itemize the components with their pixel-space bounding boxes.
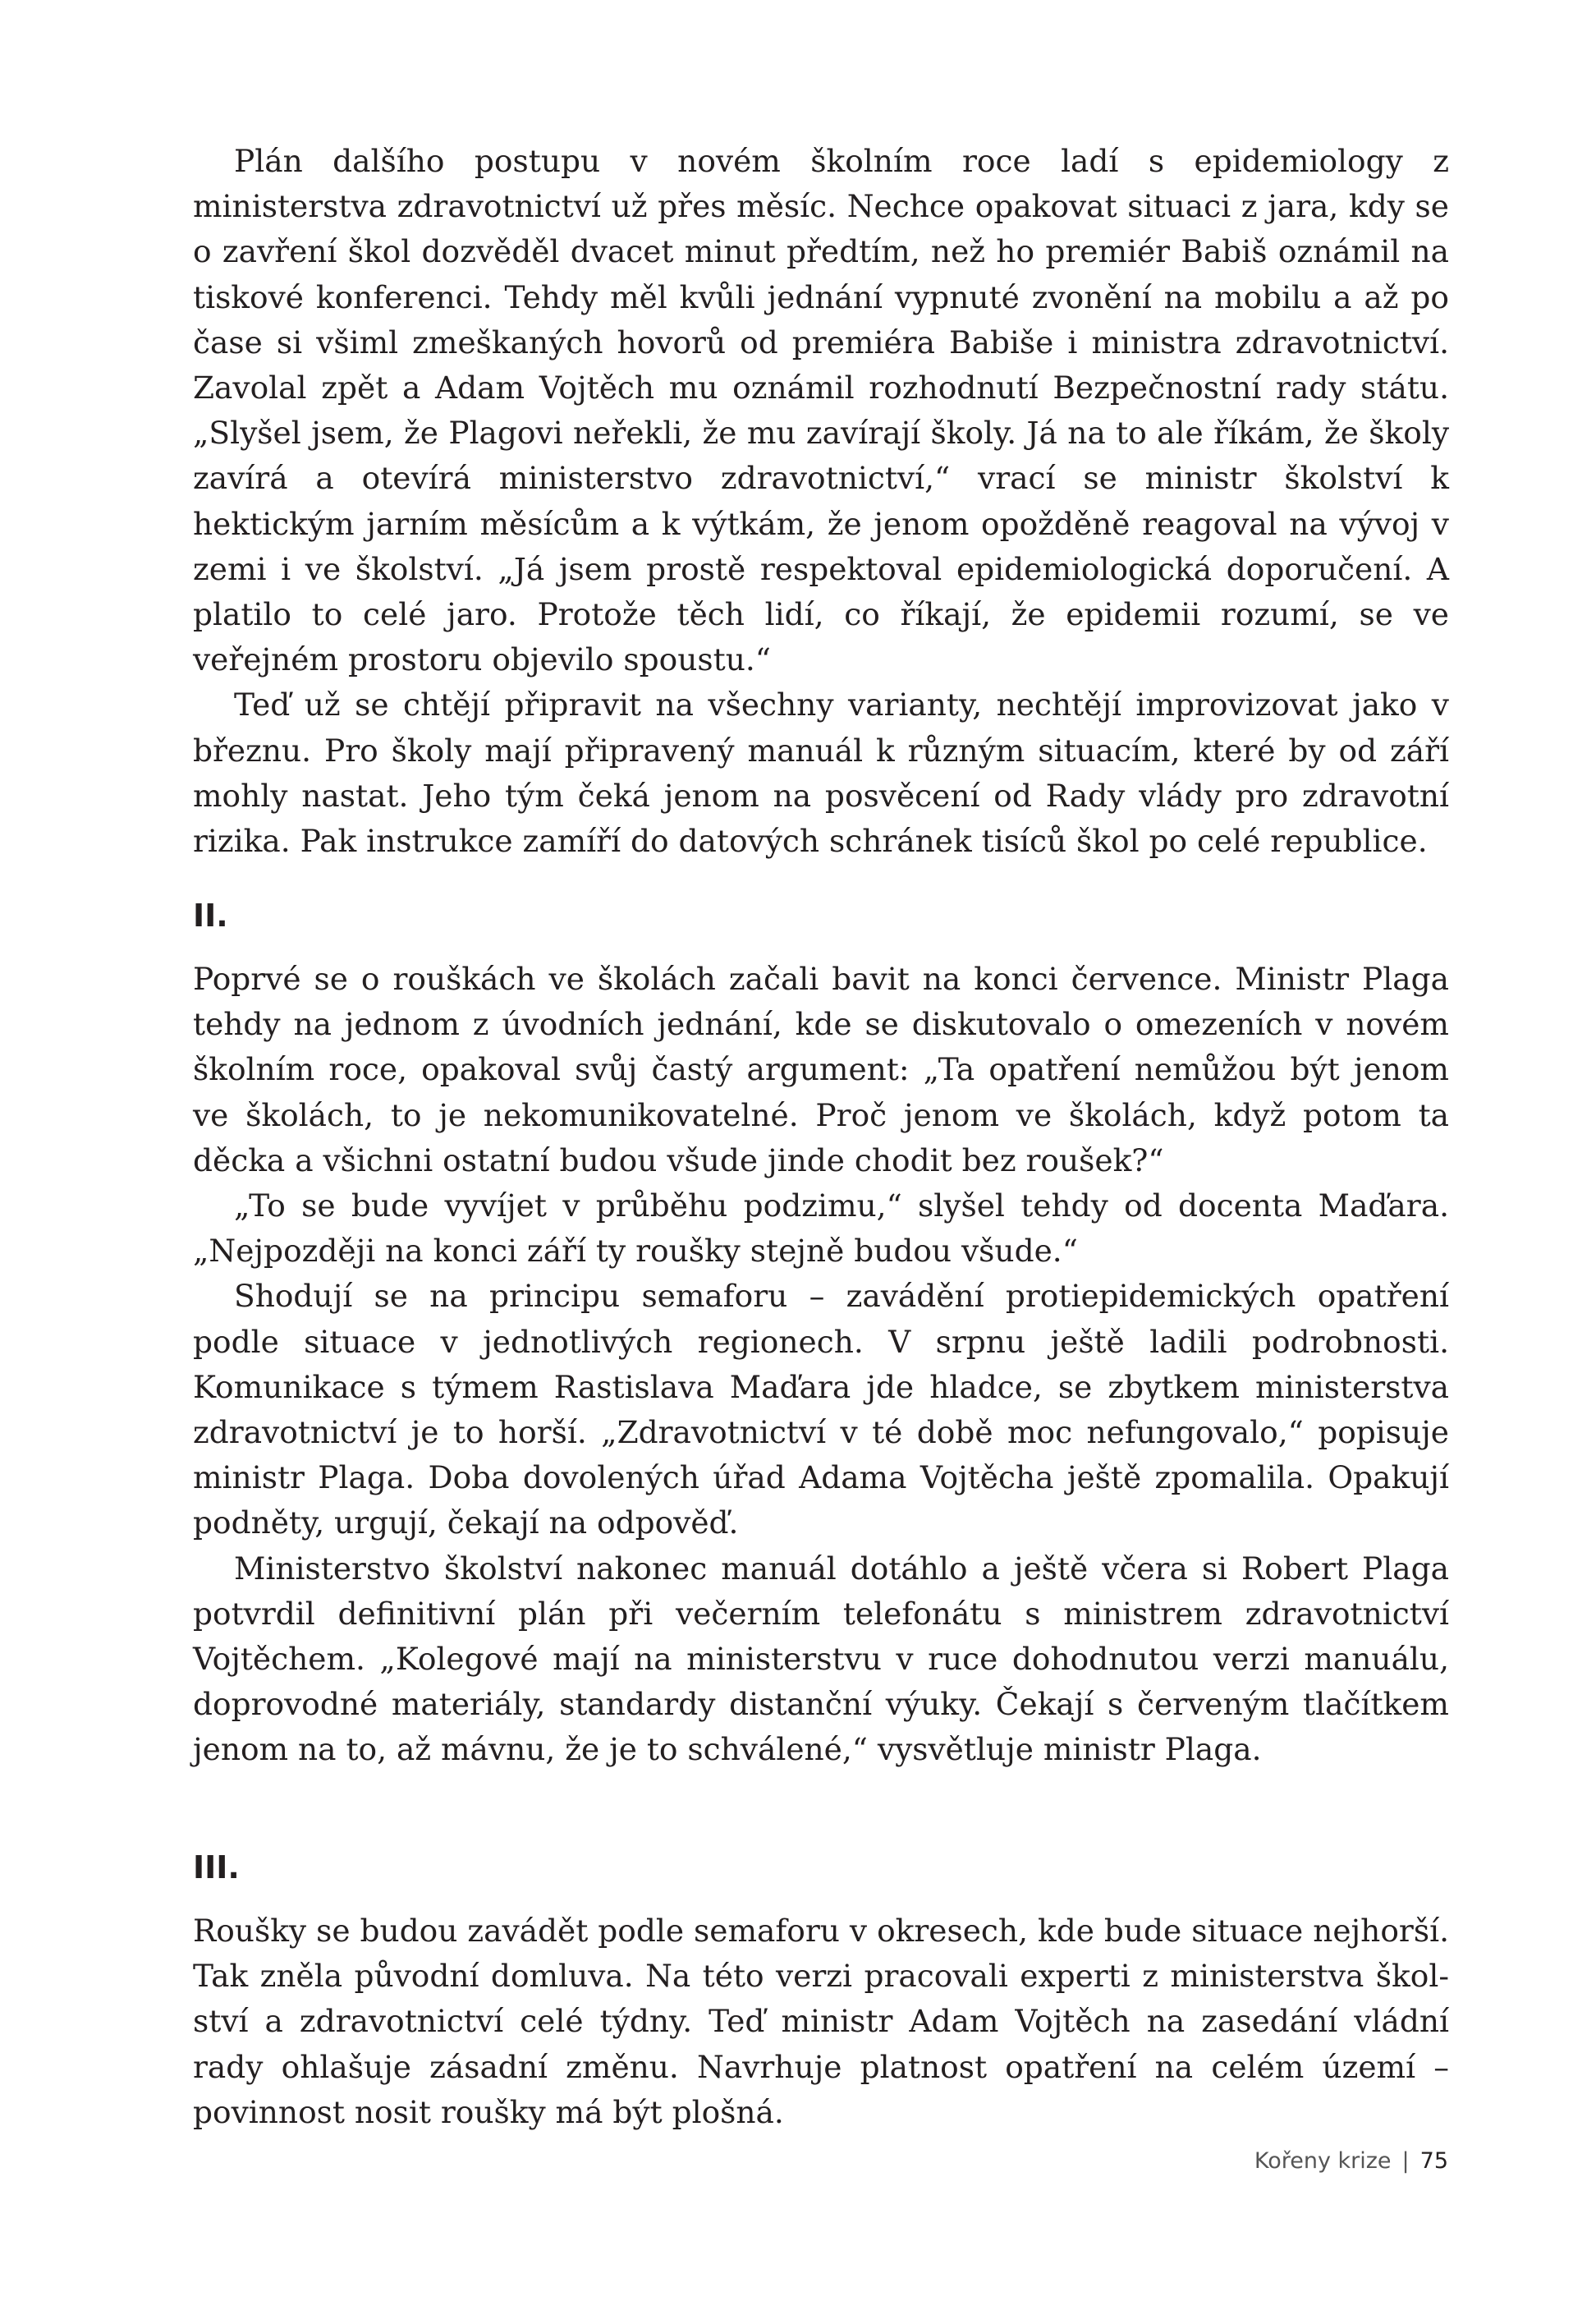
- book-title: Kořeny krize: [1254, 2148, 1392, 2174]
- paragraph: Shodují se na principu semaforu – zavádění protiepidemických opatření podle situace v jednotlivých regionech. V srpnu ještě ladili podrobnosti. Komunikace s týmem Rastislava Maďara jde hladce, se zbytkem ministerstva zdravotnictví je to horší. „Zdravotnictví v té době moc nefungovalo,“ popisuje ministr Plaga. Doba dovolených úřad Adama Vojtěcha ještě zpomalila. Opakují podněty, urgují, čekají na odpověď.: [193, 1278, 1449, 1541]
- paragraph: „To se bude vyvíjet v průběhu podzimu,“ slyšel tehdy od docenta Maďara. „Nejpozději na konci září ty roušky stejně budou všude.“: [193, 1187, 1449, 1270]
- page-number: 75: [1419, 2148, 1448, 2174]
- paragraph: Roušky se budou zavádět podle semaforu v okresech, kde bude situace nejhorší. Tak zněla původní domluva. Na této verzi pracovali experti z ministerstva školství a zdravotnictví celé týdny. Teď ministr Adam Vojtěch na zasedání vládní rady ohlašuje zásadní změnu. Navrhuje platnost opatření na celém území – povinnost nosit roušky má být plošná.: [193, 1913, 1449, 2130]
- running-footer: [1254, 2147, 1448, 2176]
- paragraph: Teď už se chtějí připravit na všechny varianty, nechtějí improvizovat jako v březnu. Pro školy mají připravený manuál k různým situacím, které by od září mohly nastat. Jeho tým čeká jenom na posvěcení od Rady vlády pro zdravotní rizika. Pak instrukce zamíří do datových schránek tisíců škol po celé republice.: [193, 687, 1449, 860]
- paragraph: Ministerstvo školství nakonec manuál dotáhlo a ještě včera si Robert Plaga potvrdil definitivní plán při večerním telefonátu s ministrem zdravotnictví Vojtěchem. „Kolegové mají na ministerstvu v ruce dohodnutou verzi manuálu, doprovodné materiály, standardy distanční výuky. Čekají s červeným tlačítkem jenom na to, až mávnu, že je to schválené,“ vysvětluje ministr Plaga.: [193, 1550, 1449, 1768]
- section-heading-ii: II.: [193, 898, 228, 934]
- section-ii-text-block: [193, 957, 1449, 1773]
- paragraph: Plán dalšího postupu v novém školním roce ladí s epidemiology z ministerstva zdravotnictví už přes měsíc. Nechce opakovat situaci z jara, kdy se o zavření škol dozvěděl dvacet minut předtím, než ho premiér Babiš oznámil na tiskové konferenci. Tehdy měl kvůli jednání vypnuté zvonění na mobilu a až po čase si všiml zmeškaných hovorů od premiéra Babiše i ministra zdravotnictví. Zavolal zpět a Adam Vojtěch mu oznámil rozhodnutí Bezpečnostní rady státu. „Slyšel jsem, že Plagovi neřekli, že mu zavírají školy. Já na to ale říkám, že školy zavírá a otevírá ministerstvo zdravotnictví,“ vrací se ministr školství k hektickým jarním měsícům a k výtkám, že jenom opožděně reagoval na vývoj v zemi i ve školství. „Já jsem prostě respektoval epidemiologická doporučení. A platilo to celé jaro. Protože těch lidí, co říkají, že epidemii rozumí, se ve veřejném prostoru objevilo spoustu.“: [193, 143, 1449, 678]
- section-heading-iii: III.: [193, 1849, 240, 1885]
- footer-separator: |: [1401, 2148, 1410, 2174]
- paragraph: Poprvé se o rouškách ve školách začali bavit na konci července. Ministr Plaga tehdy na jednom z úvodních jednání, kde se diskutovalo o omezeních v novém školním roce, opakoval svůj častý argument: „Ta opatření nemůžou být jenom ve školách, to je nekomunikovatelné. Proč jenom ve školách, když potom ta děcka a všichni ostatní budou všude jinde chodit bez roušek?“: [193, 961, 1449, 1178]
- section-iii-text-block: [193, 1908, 1449, 2135]
- intro-text-block: [193, 139, 1449, 864]
